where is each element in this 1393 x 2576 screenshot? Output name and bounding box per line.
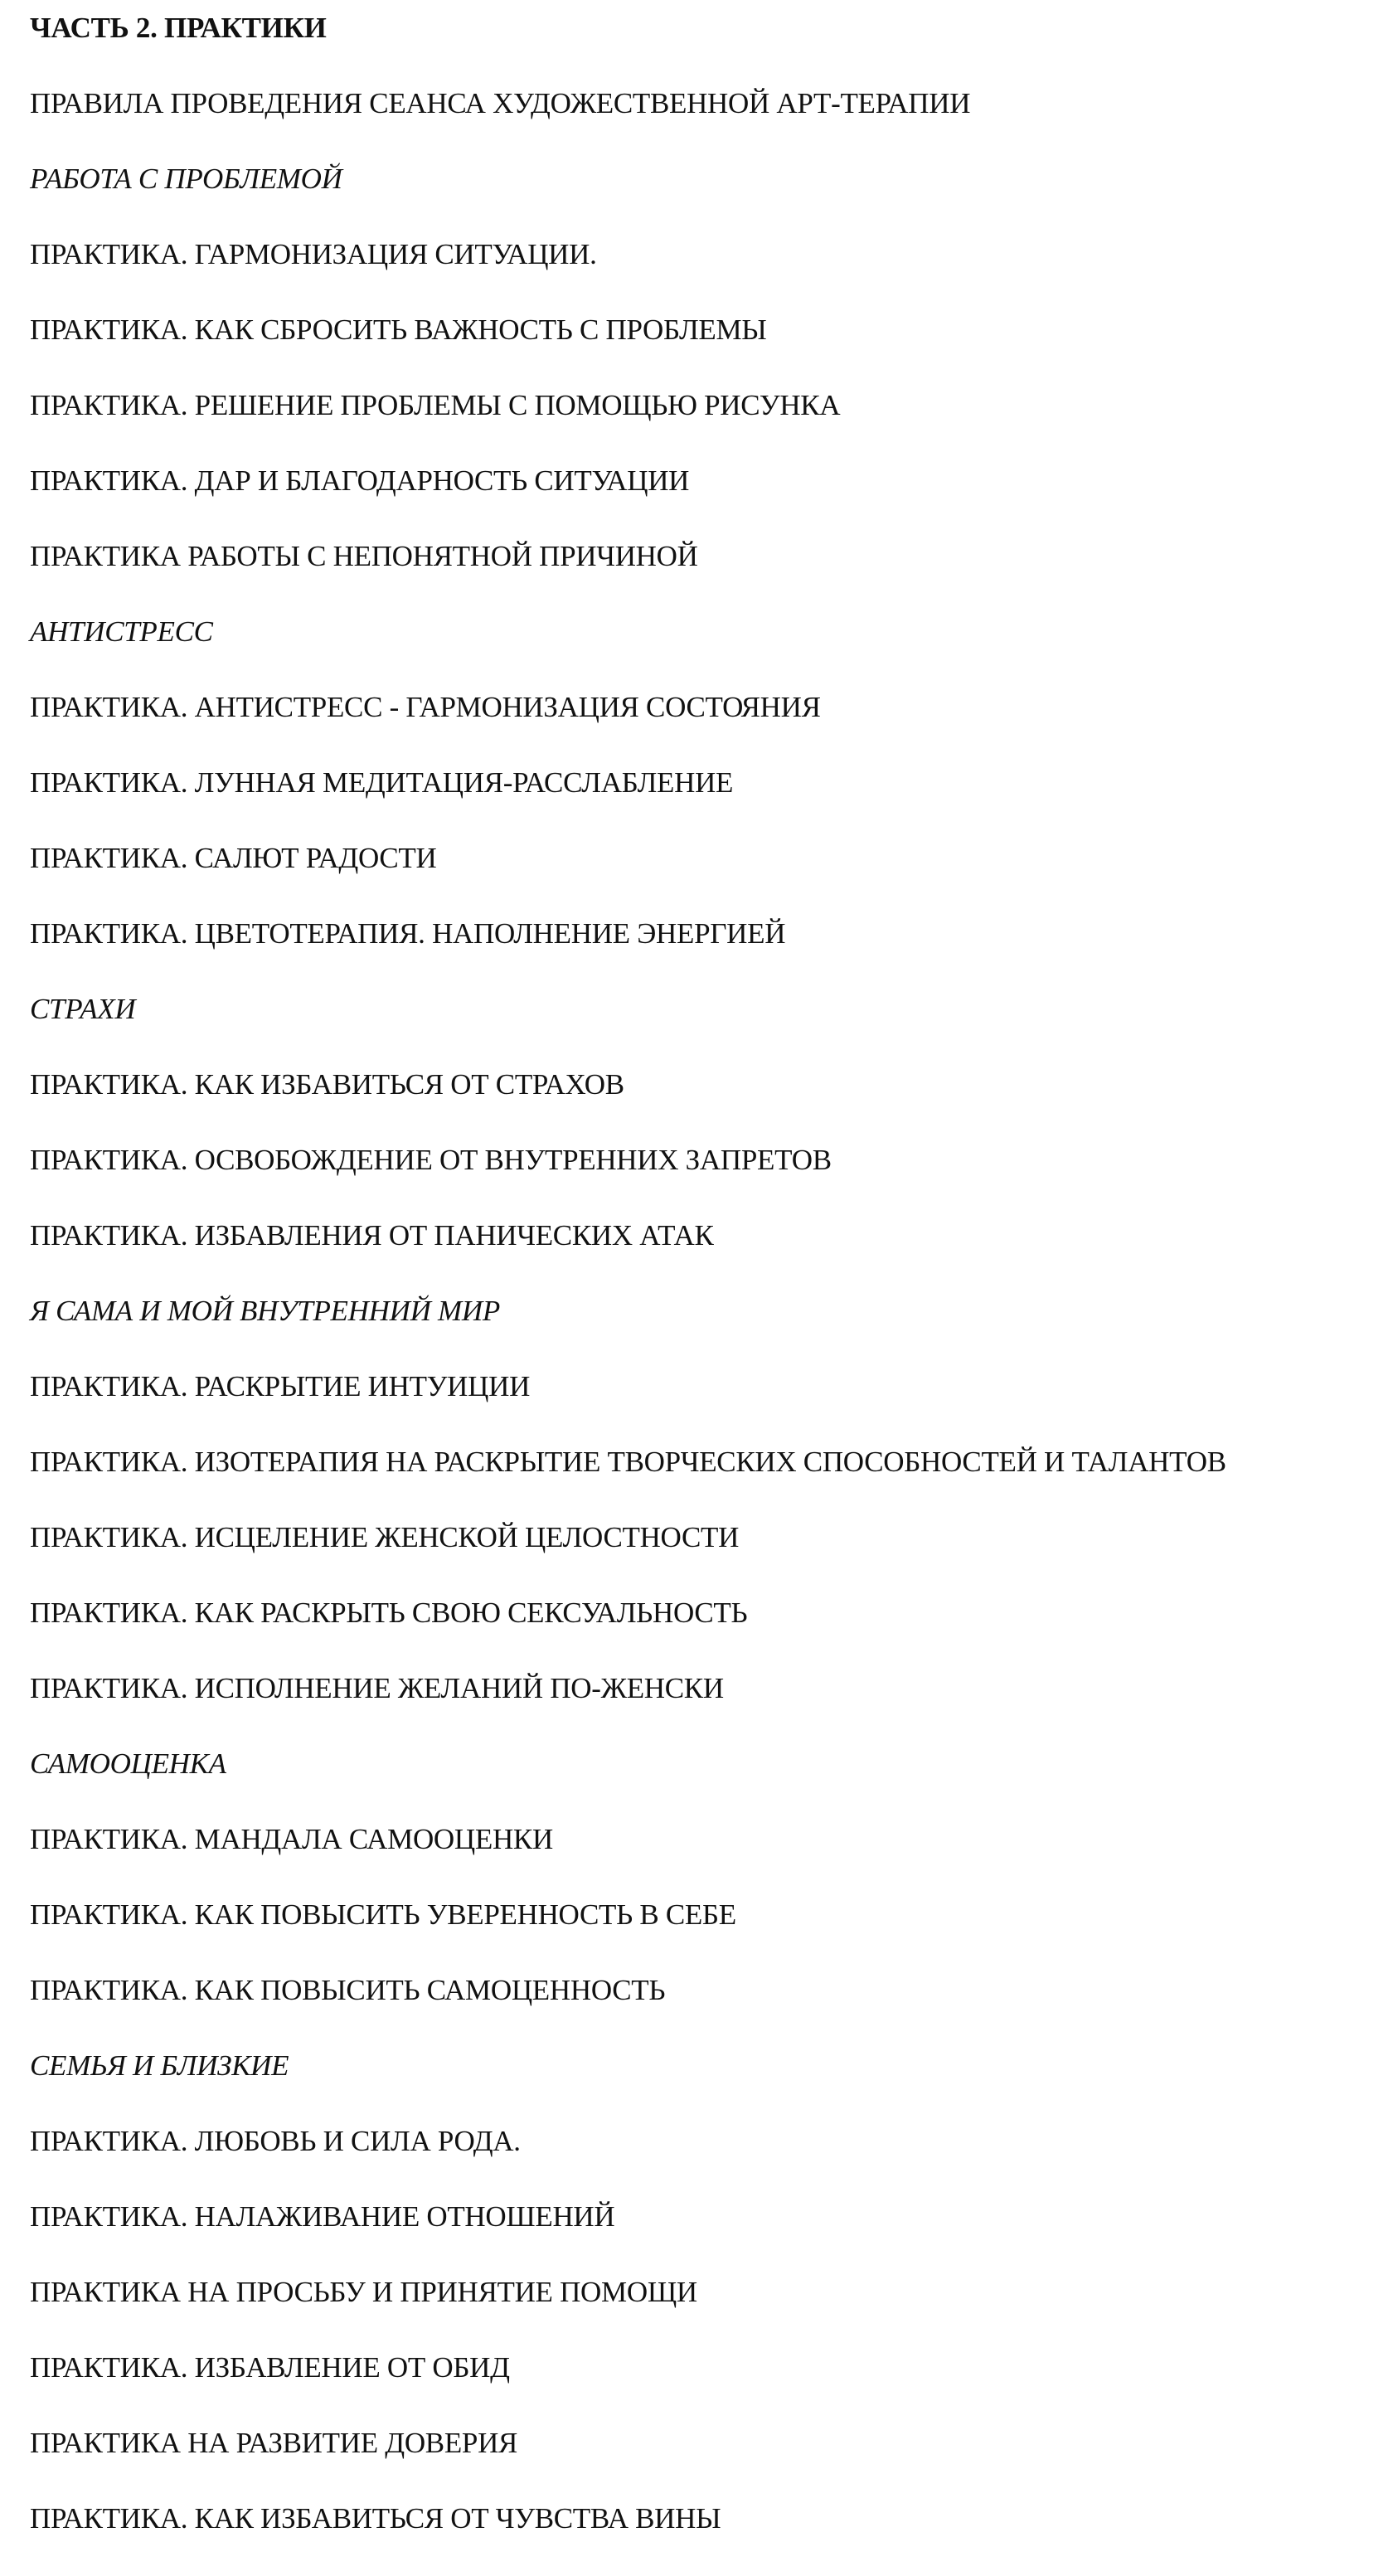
toc-item: ПРАКТИКА НА ПРОСЬБУ И ПРИНЯТИЕ ПОМОЩИ: [30, 2276, 697, 2308]
section-title-fears: СТРАХИ: [30, 993, 136, 1025]
toc-item: ПРАКТИКА. РЕШЕНИЕ ПРОБЛЕМЫ С ПОМОЩЬЮ РИСУНКА: [30, 389, 841, 421]
toc-item: ПРАКТИКА. ИСЦЕЛЕНИЕ ЖЕНСКОЙ ЦЕЛОСТНОСТИ: [30, 1521, 740, 1553]
toc-item: ПРАКТИКА. ИЗБАВЛЕНИЕ ОТ ОБИД: [30, 2351, 510, 2384]
toc-item: ПРАКТИКА. ЛУННАЯ МЕДИТАЦИЯ-РАССЛАБЛЕНИЕ: [30, 766, 734, 799]
section-title-antistress: АНТИСТРЕСС: [30, 615, 213, 648]
toc-item: ПРАКТИКА. КАК ПОВЫСИТЬ УВЕРЕННОСТЬ В СЕБЕ: [30, 1898, 736, 1931]
toc-item: ПРАКТИКА. КАК РАСКРЫТЬ СВОЮ СЕКСУАЛЬНОСТЬ: [30, 1597, 748, 1629]
toc-item: ПРАКТИКА НА РАЗВИТИЕ ДОВЕРИЯ: [30, 2427, 518, 2459]
toc-item: ПРАКТИКА. НАЛАЖИВАНИЕ ОТНОШЕНИЙ: [30, 2200, 615, 2233]
toc-item: ПРАКТИКА. ИЗБАВЛЕНИЯ ОТ ПАНИЧЕСКИХ АТАК: [30, 1219, 714, 1252]
toc-item: ПРАКТИКА. ЛЮБОВЬ И СИЛА РОДА.: [30, 2125, 521, 2157]
section-title-family: СЕМЬЯ И БЛИЗКИЕ: [30, 2049, 289, 2082]
toc-item: ПРАКТИКА. КАК ИЗБАВИТЬСЯ ОТ ЧУВСТВА ВИНЫ: [30, 2502, 721, 2535]
toc-item: ПРАКТИКА. КАК СБРОСИТЬ ВАЖНОСТЬ С ПРОБЛЕМЫ: [30, 313, 767, 346]
toc-item: ПРАКТИКА. РАСКРЫТИЕ ИНТУИЦИИ: [30, 1370, 531, 1402]
rules-title: ПРАВИЛА ПРОВЕДЕНИЯ СЕАНСА ХУДОЖЕСТВЕННОЙ АРТ-ТЕРАПИИ: [30, 87, 971, 119]
toc-item: ПРАКТИКА. ДАР И БЛАГОДАРНОСТЬ СИТУАЦИИ: [30, 464, 690, 497]
toc-item: ПРАКТИКА. КАК ИЗБАВИТЬСЯ ОТ СТРАХОВ: [30, 1068, 624, 1101]
toc-item: ПРАКТИКА. КАК ПОВЫСИТЬ САМОЦЕННОСТЬ: [30, 1974, 666, 2006]
toc-item: ПРАКТИКА. МАНДАЛА САМООЦЕНКИ: [30, 1823, 553, 1855]
toc-item: ПРАКТИКА. ИСПОЛНЕНИЕ ЖЕЛАНИЙ ПО-ЖЕНСКИ: [30, 1672, 724, 1704]
section-title-self-esteem: САМООЦЕНКА: [30, 1747, 226, 1780]
toc-item: ПРАКТИКА. САЛЮТ РАДОСТИ: [30, 842, 437, 874]
table-of-contents: [30, 10, 1381, 2576]
toc-item: ПРАКТИКА. ЦВЕТОТЕРАПИЯ. НАПОЛНЕНИЕ ЭНЕРГИЕЙ: [30, 917, 786, 950]
part-title: ЧАСТЬ 2. ПРАКТИКИ: [30, 12, 327, 44]
toc-item: ПРАКТИКА. ИЗОТЕРАПИЯ НА РАСКРЫТИЕ ТВОРЧЕСКИХ СПОСОБНОСТЕЙ И ТАЛАНТОВ: [30, 1446, 1226, 1478]
section-title-problem: РАБОТА С ПРОБЛЕМОЙ: [30, 163, 342, 195]
section-title-inner-world: Я САМА И МОЙ ВНУТРЕННИЙ МИР: [30, 1295, 500, 1327]
toc-item: ПРАКТИКА. АНТИСТРЕСС - ГАРМОНИЗАЦИЯ СОСТОЯНИЯ: [30, 691, 821, 723]
toc-item: ПРАКТИКА. ГАРМОНИЗАЦИЯ СИТУАЦИИ.: [30, 238, 597, 270]
toc-item: ПРАКТИКА РАБОТЫ С НЕПОНЯТНОЙ ПРИЧИНОЙ: [30, 540, 698, 572]
toc-item: ПРАКТИКА. ОСВОБОЖДЕНИЕ ОТ ВНУТРЕННИХ ЗАПРЕТОВ: [30, 1144, 832, 1176]
